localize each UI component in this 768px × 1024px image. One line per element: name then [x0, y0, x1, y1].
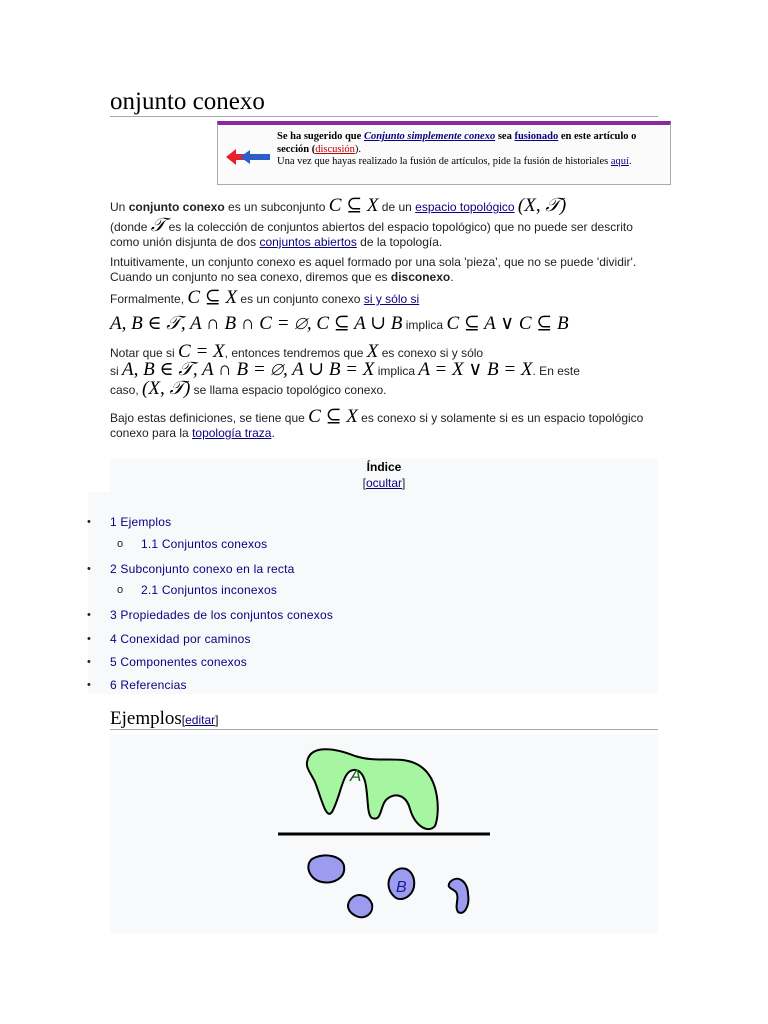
toc-title: Índice: [366, 460, 402, 474]
edit-close: ]: [215, 713, 219, 727]
toc-item[interactable]: 2 Subconjunto conexo en la recta: [110, 562, 295, 576]
toc-bullet: •: [87, 563, 91, 575]
toc-bg-extension: [88, 492, 110, 694]
toc-toggle: [110, 476, 658, 490]
set-b-label: B: [396, 879, 407, 896]
p4-text-b: , entonces tendremos que: [224, 346, 367, 360]
title-divider: [110, 116, 658, 117]
intro-paragraph-5: [110, 406, 650, 441]
intro-paragraph-1: [110, 195, 660, 216]
p1-text-b: es un subconjunto: [224, 200, 329, 214]
p3-text-a: Formalmente,: [110, 292, 188, 306]
toc-item[interactable]: 1.1 Conjuntos conexos: [141, 537, 268, 551]
intro-paragraph-3: [110, 287, 660, 308]
toc-item[interactable]: 3 Propiedades de los conjuntos conexos: [110, 608, 334, 622]
set-b-blob-1: [308, 855, 344, 882]
p4-text-g: caso,: [110, 383, 143, 397]
p5-text-c: .: [271, 426, 275, 440]
p1-bold: conjunto conexo: [128, 200, 225, 214]
toc-toggle-close: ]: [402, 476, 406, 490]
section-edit: [182, 713, 219, 727]
p4-text-h: se llama espacio topológico conexo.: [190, 383, 387, 397]
p3-text-c: implica: [402, 318, 447, 332]
p4-text-a: Notar que si: [110, 346, 179, 360]
toc-bullet: •: [87, 609, 91, 621]
set-a-shape: [307, 749, 438, 829]
toc-sub-bullet: o: [117, 584, 124, 596]
math-c-subset-x-3: C ⊆ X: [308, 406, 358, 427]
intro-paragraph-1b: [110, 215, 660, 250]
intro-paragraph-3b: [110, 313, 660, 334]
p1-text-f: de la topología.: [356, 235, 443, 249]
edit-link[interactable]: editar: [185, 713, 216, 727]
merge-notice: [217, 121, 671, 185]
intro-paragraph-2: [110, 255, 660, 285]
toc-bullet: •: [87, 656, 91, 668]
merge-text-2: sea: [495, 131, 515, 142]
toc-hide-link[interactable]: ocultar: [365, 476, 403, 490]
math-conclusion: C ⊆ A ∨ C ⊆ B: [446, 313, 569, 334]
merge-text-1: Se ha sugerido que: [277, 131, 364, 142]
link-open-sets[interactable]: conjuntos abiertos: [259, 235, 357, 249]
toc-bullet: •: [87, 516, 91, 528]
merge-text-4: ).: [354, 143, 361, 155]
toc-sub-bullet: o: [117, 538, 124, 550]
math-space-pair-2: (X, 𝒯): [142, 378, 191, 399]
math-space-pair: (X, 𝒯): [517, 195, 567, 216]
merge-text-5: Una vez que hayas realizado la fusión de artículos, pide la fusión de historiales: [277, 156, 611, 167]
p4-text-d: si: [110, 364, 122, 378]
p2-text-b: .: [450, 270, 454, 284]
intro-paragraph-4b: [110, 359, 660, 380]
p1-text-e: es la colección de conjuntos abiertos del espacio topológico) que no puede ser descrito como unión disjunta de dos: [110, 220, 633, 249]
p2-text-a: Intuitivamente, un conjunto conexo es aquel formado por una sola 'pieza', que no se puede 'dividir'. Cuando un conjunto no sea conexo, diremos que es: [110, 255, 637, 284]
set-b-blob-2: [348, 895, 372, 917]
p4-text-f: . En este: [532, 364, 580, 378]
math-x: X: [366, 341, 379, 362]
toc-item[interactable]: 6 Referencias: [110, 678, 187, 692]
link-discussion[interactable]: discusión: [315, 143, 355, 155]
p5-text-b: es conexo si y solamente si es un espacio topológico conexo para la: [110, 411, 644, 440]
section-divider: [110, 729, 658, 730]
p5-text-a: Bajo estas definiciones, se tiene que: [110, 411, 309, 425]
math-topology: 𝒯: [150, 215, 166, 236]
merge-text-6: .: [628, 156, 632, 167]
example-figure: [110, 734, 658, 934]
toc-item[interactable]: 1 Ejemplos: [110, 515, 172, 529]
math-condition-2: A, B ∈ 𝒯, A ∩ B = ∅, A ∪ B = X: [122, 359, 375, 380]
link-topological-space[interactable]: espacio topológico: [415, 200, 515, 214]
set-b-blob-4: [449, 879, 469, 913]
section-title: Ejemplos: [110, 708, 182, 729]
toc-item[interactable]: 2.1 Conjuntos inconexos: [141, 583, 278, 597]
math-c-subset-x: C ⊆ X: [328, 195, 379, 216]
connected-sets-illustration: [110, 734, 658, 934]
merge-text-3: en este artículo o sección (: [277, 131, 637, 155]
p4-text-e: implica: [374, 364, 419, 378]
p4-text-c: es conexo si y sólo: [378, 346, 484, 360]
page-title: onjunto conexo: [110, 88, 265, 115]
link-subspace-topology[interactable]: topología traza: [192, 426, 272, 440]
link-merge[interactable]: fusionado: [514, 131, 559, 142]
math-c-equals-x: C = X: [178, 341, 225, 362]
set-a-label: A: [350, 766, 362, 785]
math-c-subset-x-2: C ⊆ X: [187, 287, 238, 308]
intro-paragraph-4c: [110, 378, 660, 399]
math-conclusion-2: A = X ∨ B = X: [418, 359, 533, 380]
p1-text-a: Un: [110, 200, 129, 214]
p1-text-c: de un: [378, 200, 416, 214]
edit-open: [: [181, 713, 186, 727]
toc-toggle-open: [: [362, 476, 366, 490]
p2-bold: disconexo: [390, 270, 451, 284]
merge-arrows-icon: [226, 147, 270, 167]
p1-text-d: (donde: [110, 220, 151, 234]
link-here[interactable]: aquí: [610, 156, 629, 167]
merge-notice-text: [277, 131, 667, 169]
toc-bullet: •: [87, 633, 91, 645]
link-simply-connected[interactable]: Conjunto simplemente conexo: [363, 131, 496, 142]
link-iff[interactable]: si y sólo si: [363, 292, 420, 306]
toc-item[interactable]: 4 Conexidad por caminos: [110, 632, 251, 646]
toc-bullet: •: [87, 679, 91, 691]
math-condition: A, B ∈ 𝒯, A ∩ B ∩ C = ∅, C ⊆ A ∪ B: [110, 313, 403, 334]
p3-text-b: es un conjunto conexo: [237, 292, 364, 306]
toc-item[interactable]: 5 Componentes conexos: [110, 655, 247, 669]
